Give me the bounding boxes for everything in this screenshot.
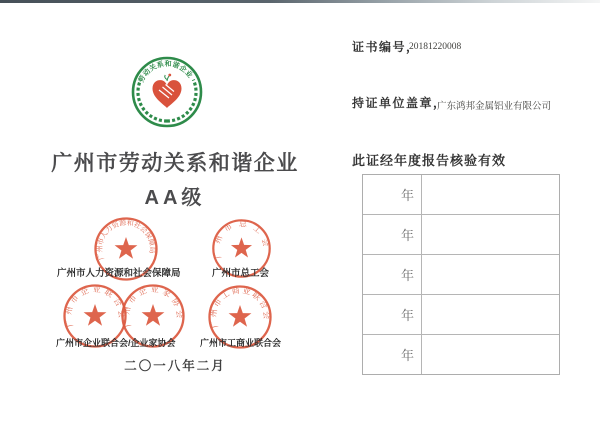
blank-cell	[422, 255, 559, 294]
year-cell: 年	[363, 335, 422, 374]
annual-verification-table	[362, 174, 560, 375]
table-row	[363, 255, 559, 295]
seal-star-icon	[115, 237, 138, 259]
scan-edge-shadow	[0, 0, 600, 3]
year-cell: 年	[363, 255, 422, 294]
blank-cell	[422, 215, 559, 254]
holder-company-name: 广东鸿邦金属铝业有限公司	[437, 102, 552, 112]
seal-label-hr-bureau: 广州市人力资源和社会保障局	[57, 268, 181, 279]
seal-star-icon	[229, 305, 252, 327]
certificate-title: 广州市劳动关系和谐企业	[51, 152, 299, 175]
svg-text:广州市企业家协会: 广州市企业家协会	[121, 284, 185, 329]
holder-seal-label: 持证单位盖章，	[352, 96, 447, 110]
blank-cell	[422, 335, 559, 374]
certificate-grade: AA级	[144, 187, 206, 209]
annual-verification-title: 此证经年度报告核验有效	[352, 153, 507, 168]
year-cell: 年	[363, 175, 422, 214]
svg-text:广州市人力资源和社会保障局: 广州市人力资源和社会保障局	[96, 219, 156, 261]
logo-sprout-bud	[168, 74, 171, 77]
blank-cell	[422, 295, 559, 334]
svg-text:广州市企业联合会: 广州市企业联合会	[63, 284, 127, 329]
seal-label-enterprise-federation: 广州市企业联合会/企业家协会	[56, 338, 176, 348]
table-row	[363, 335, 559, 374]
year-cell: 年	[363, 295, 422, 334]
issue-date: 二〇一八年二月	[124, 359, 226, 373]
svg-text:广州市工商业联合会: 广州市工商业联合会	[208, 285, 272, 330]
svg-text:广州市总工会: 广州市总工会	[212, 219, 271, 260]
table-row	[363, 295, 559, 335]
blank-cell	[422, 175, 559, 214]
seal-label-commerce-federation: 广州市工商业联合会	[200, 338, 282, 348]
seal-star-icon	[231, 237, 252, 257]
year-cell: 年	[363, 215, 422, 254]
table-row	[363, 215, 559, 255]
table-row	[363, 175, 559, 215]
cert-number-value: 20181220008	[409, 42, 462, 52]
seal-star-icon	[84, 304, 107, 326]
cert-number-label: 证书编号，	[352, 40, 420, 54]
logo-arc-text: 劳动关系和谐企业	[137, 60, 194, 84]
harmony-emblem-logo	[130, 55, 204, 129]
seal-star-icon	[142, 304, 165, 326]
seal-label-trade-union: 广州市总工会	[212, 268, 270, 279]
